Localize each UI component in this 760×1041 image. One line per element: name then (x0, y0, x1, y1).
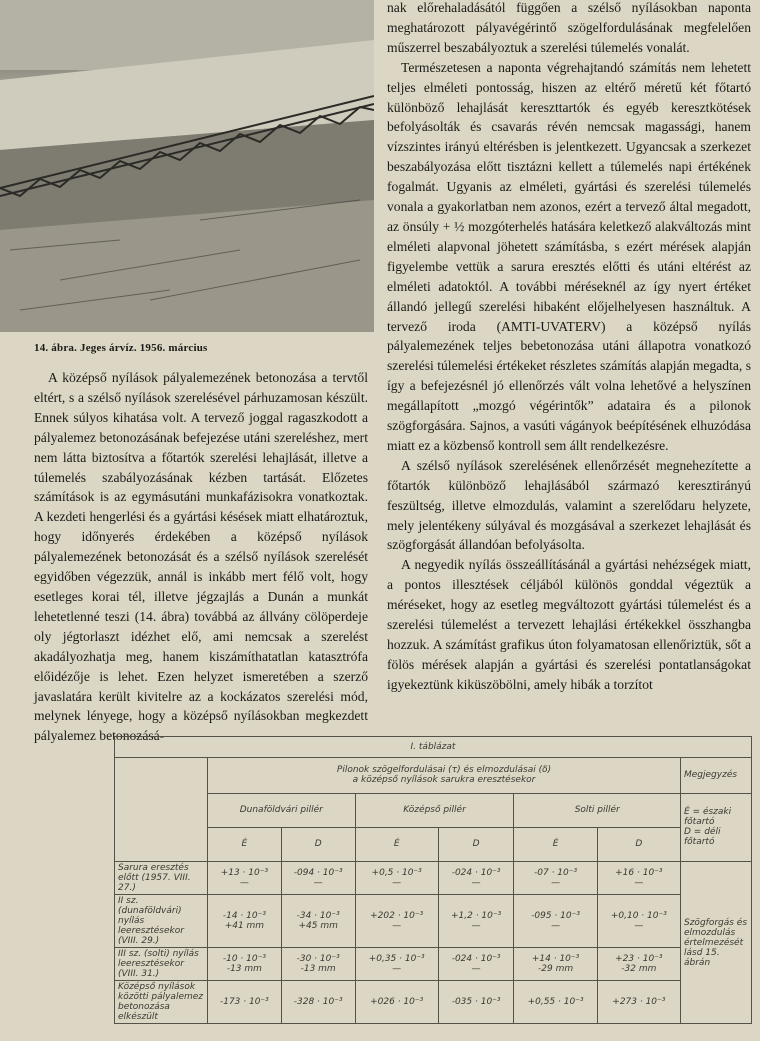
row-label: Sarura eresztés előtt (1957. VIII. 27.) (115, 862, 208, 895)
sub-column-header: É (208, 827, 282, 861)
row-label: III sz. (solti) nyílás leeresztésekor (VIII. 31.) (115, 948, 208, 981)
sub-column-header: É (355, 827, 438, 861)
table-row (115, 895, 752, 948)
left-text-column (34, 368, 368, 746)
table-cell: -095 · 10⁻³ — (514, 895, 597, 948)
pier-header: Solti pillér (514, 793, 681, 827)
table-cell: -024 · 10⁻³ — (438, 862, 514, 895)
table-cell: +0,10 · 10⁻³ — (597, 895, 680, 948)
table-cell: +13 · 10⁻³ — (208, 862, 282, 895)
table-group-header: Pilonok szögelfordulásai (τ) és elmozdulásai (δ) a középső nyílások sarukra eresztésekor (208, 757, 681, 793)
pier-header: Dunaföldvári pillér (208, 793, 356, 827)
table-row (115, 948, 752, 981)
table-cell: +202 · 10⁻³ — (355, 895, 438, 948)
table-title: I. táblázat (115, 737, 752, 758)
pier-header: Középső pillér (355, 793, 514, 827)
table-cell: -10 · 10⁻³ -13 mm (208, 948, 282, 981)
table-cell: +0,55 · 10⁻³ (514, 981, 597, 1024)
table-cell: -34 · 10⁻³ +45 mm (281, 895, 355, 948)
table-note: Szögforgás és elmozdulás értelmezését lásd 15. ábrán (681, 862, 752, 1024)
right-text-column (387, 0, 751, 695)
table-cell: +1,2 · 10⁻³ — (438, 895, 514, 948)
table-cell: -173 · 10⁻³ (208, 981, 282, 1024)
table-cell: +273 · 10⁻³ (597, 981, 680, 1024)
sub-column-header: D (281, 827, 355, 861)
table-cell: +14 · 10⁻³ -29 mm (514, 948, 597, 981)
table-cell: -024 · 10⁻³ — (438, 948, 514, 981)
table-cell: -07 · 10⁻³ — (514, 862, 597, 895)
body-paragraph: nak előrehaladásától függően a szélső nyílásokban naponta meghatározott pályavégérintő szögelfordulásának megfelelően műszerrel beszabályoztuk a szerelési túlemelés vonalát. (387, 0, 751, 55)
table-cell: +0,35 · 10⁻³ — (355, 948, 438, 981)
data-table (114, 736, 752, 1024)
row-label: II sz. (dunaföldvári) nyílás leeresztésekor (VIII. 29.) (115, 895, 208, 948)
row-label: Középső nyílások közötti pályalemez betonozása elkészült (115, 981, 208, 1024)
sub-column-header: D (597, 827, 680, 861)
figure-caption: 14. ábra. Jeges árvíz. 1956. március (34, 342, 208, 354)
table-cell: +16 · 10⁻³ — (597, 862, 680, 895)
table-cell: -328 · 10⁻³ (281, 981, 355, 1024)
body-paragraph: A középső nyílások pályalemezének betonozása a tervtől eltért, s a szélső nyílások szerelésével párhuzamosan készült. Ennek súlyos kihatása volt. A tervező joggal ragaszkodott a pályalemez betonozásának befejezése utáni szereléshez, mert nem látta biztosítva a főtartók szerelési lehajlását, illetve a túlemelés szabályozásának kézben tartását. Előzetes számítások is az egymásutáni munkafázisokra vonatkoztak. A kezdeti hengerlési és a gyártási késések miatt elhatároztuk, hogy időnyerés érdekében a középső nyílások pályalemezének betonozását és a szélső nyílások szerelését egyidőben végezzük, annál is inkább mert félő volt, hogy esetleges korai tél, illetve jégzajlás a Dunán a munkát lehetetlenné teszi (14. ábra) továbbá az állvány cölöperdeje oly jégtorlaszt idézhet elő, ami nemcsak a szerelést akadályozhatja meg, hanem kiszámíthatatlan katasztrófa előidézője is lehet. Ezen helyzet ismeretében a szerző javaslatára került kivitelre az a kockázatos szerelési mód, melynek lényege, hogy a középső nyílásokban megkezdett pályalemez betonozásá- (34, 370, 368, 744)
sub-column-header: D (438, 827, 514, 861)
table-row (115, 862, 752, 895)
bridge-ice-flood-image (0, 0, 374, 332)
body-paragraph: A negyedik nyílás összeállításánál a gyártási nehézségek miatt, a pontos illesztések céljából különös gonddal végeztük a méréseket, hogy az esetleg megváltozott gyártási túlemelést és a szerelési túlemelést a tervezett lehajlási értékekkel összhangba hozzuk. A számítást grafikus úton folyamatosan ellenőriztük, sőt a fölös mérések alapján a gyártási és szerelési pontatlanságokat igyekeztünk kiküszöbölni, amely hibák a torzítot (387, 557, 751, 692)
table-row (115, 981, 752, 1024)
body-paragraph: Természetesen a naponta végrehajtandó számítás nem lehetett teljes elméleti pontosság, hiszen az eltérő méretű két főtartó különböző lehajlását kereszttartók és egyéb keresztkötések befolyásolták és csavarás révén nemcsak magassági, hanem vízszintes irányú eltérésben is jelentkezett. Ugyancsak a szerkezet beszabályozása előtt tisztázni kellett a túlemelés napi értékének fogalmát. Ugyanis az elméleti, gyártási és szerelési túlemelés vonala a gyakorlatban nem azonos, ezért a tervező által megadott, az önsúly + ½ mozgóterhelés hatására keletkező alakváltozás mint elméleti alapvonal jöhetett számításba, s ezért mérések alapján figyelembe vettük a sarura eresztés előtti és utáni eltérést az elméleti adatoktól. A további méréseknél az így nyert értéket állandó jellegű szerelési hibaként előjelhelyesen használtuk. A tervező iroda (AMTI-UVATERV) a középső nyílás pályalemezének teljes bebetonozása utáni állapotra vonatkozó szerelési túlemelési értékeket részletes számítás alapján megadta, s így a befejezésnél jó ellenőrzés vált volna lehetővé a helyszínen megállapított „mozgó végérintők” adataira és a pilonok szögforgására. Sajnos, a vasúti vágányok beépítésének elhuzódása miatt ez a közbenső kontroll sem állt rendelkezésre. (387, 59, 751, 453)
table-cell: +23 · 10⁻³ -32 mm (597, 948, 680, 981)
table-corner-cell (115, 757, 208, 861)
table-cell: -30 · 10⁻³ -13 mm (281, 948, 355, 981)
sub-column-header: É (514, 827, 597, 861)
table-cell: -14 · 10⁻³ +41 mm (208, 895, 282, 948)
figure-photo (0, 0, 374, 332)
table-cell: -094 · 10⁻³ — (281, 862, 355, 895)
table-legend: É = északi főtartó D = déli főtartó (681, 793, 752, 861)
table-cell: +026 · 10⁻³ (355, 981, 438, 1024)
table-cell: -035 · 10⁻³ (438, 981, 514, 1024)
data-table-container (114, 736, 752, 1024)
table-note-header: Megjegyzés (681, 757, 752, 793)
table-cell: +0,5 · 10⁻³ — (355, 862, 438, 895)
body-paragraph: A szélső nyílások szerelésének ellenőrzését megnehezítette a főtartók különböző lehajlásából származó keresztirányú feszültség, illetve elmozdulás, valamint a szerelődaru helyzete, mely jelentékeny súlyával és mozgásával a szerkezet lehajlását és szögforgását állandóan befolyásolta. (387, 457, 751, 553)
